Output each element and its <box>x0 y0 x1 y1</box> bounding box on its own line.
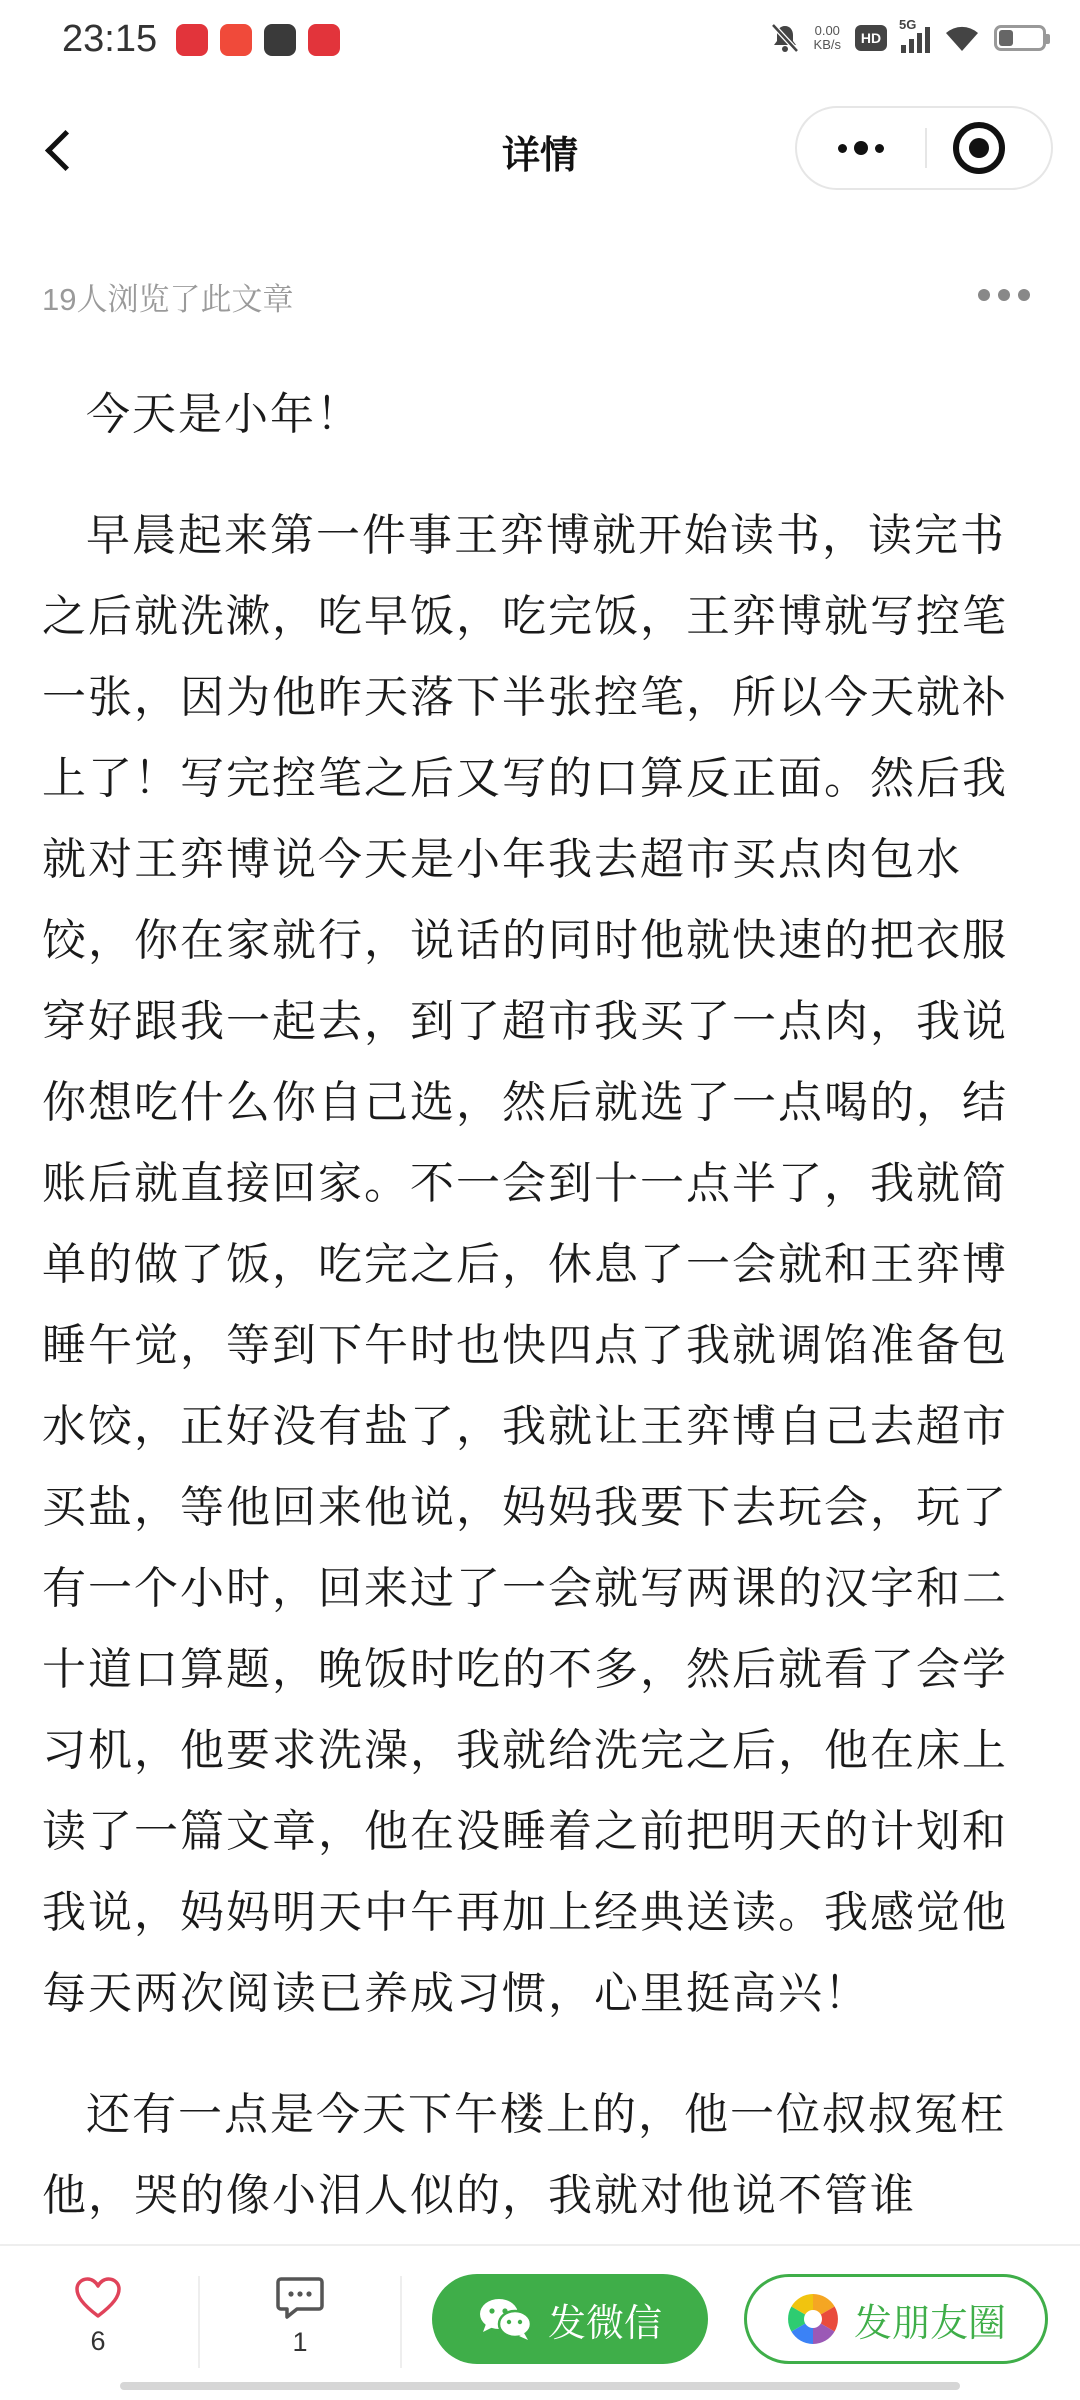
app-notification-icon <box>176 24 208 56</box>
moments-aperture-icon <box>786 2292 840 2346</box>
article-paragraph: 还有一点是今天下午楼上的，他一位叔叔冤枉他，哭的像小泪人似的，我就对他说不管谁 <box>42 2090 1006 2220</box>
battery-icon <box>994 25 1046 51</box>
page-title: 详情 <box>501 135 578 177</box>
notification-icons <box>176 24 340 56</box>
ellipsis-icon <box>978 289 990 301</box>
net-speed-value: 0.00 <box>814 23 840 38</box>
share-wechat-label: 发微信 <box>547 2302 662 2345</box>
net-speed-unit: KB/s <box>813 37 841 52</box>
mail-app-icon <box>264 24 296 56</box>
mute-bell-icon <box>770 22 800 54</box>
capsule-divider <box>925 128 927 168</box>
share-moments-button[interactable] <box>744 2274 1048 2364</box>
status-bar <box>0 0 1080 84</box>
net-speed <box>814 24 841 52</box>
comment-button[interactable] <box>202 2246 398 2386</box>
nav-bar <box>0 100 1080 196</box>
signal-icon <box>899 17 930 53</box>
comment-count: 1 <box>292 2326 308 2357</box>
close-mini-program-button[interactable] <box>953 122 1005 174</box>
more-dots-icon <box>838 144 847 153</box>
pinduoduo-icon <box>308 24 340 56</box>
share-moments-label: 发朋友圈 <box>853 2302 1006 2345</box>
hd-icon: HD <box>855 25 887 51</box>
taobao-icon <box>220 24 252 56</box>
bar-divider <box>198 2276 200 2368</box>
bar-divider <box>400 2276 402 2368</box>
article-body <box>42 374 1040 2244</box>
more-menu-button[interactable] <box>797 108 925 188</box>
article-more-button[interactable] <box>978 280 1030 310</box>
article-paragraph: 今天是小年！ <box>86 390 362 439</box>
network-type: 5G <box>899 17 917 32</box>
heart-icon <box>74 2276 122 2320</box>
like-count: 6 <box>90 2325 106 2356</box>
home-indicator <box>120 2382 960 2390</box>
bottom-action-bar <box>0 2244 1080 2400</box>
comment-icon <box>275 2275 325 2321</box>
wechat-icon <box>478 2296 534 2342</box>
wifi-icon <box>944 23 980 53</box>
like-button[interactable] <box>0 2246 196 2386</box>
system-icons <box>770 17 1046 54</box>
view-count: 19人浏览了此文章 <box>42 282 294 317</box>
status-time: 23:15 <box>62 18 158 60</box>
article-paragraph: 早晨起来第一件事王弈博就开始读书，读完书之后就洗漱，吃早饭，吃完饭，王弈博就写控笔一张，因为他昨天落下半张控笔，所以今天就补上了！写完控笔之后又写的口算反正面。然后我就对王弈博说今天是小年我去超市买点肉包水饺，你在家就行，说话的同时他就快速的把衣服穿好跟我一起去，到了超市我买了一点肉，我说你想吃什么你自己选，然后就选了一点喝的，结账后就直接回家。不一会到十一点半了，我就简单的做了饭，吃完之后，休息了一会就和王弈博睡午觉，等到下午时也快四点了我就调馅准备包水饺，正好没有盐了，我就让王弈博自己去超市买盐，等他回来他说，妈妈我要下去玩会，玩了有一个小时，回来过了一会就写两课的汉字和二十道口算题，晚饭时吃的不多，然后就看了会学习机，他要求洗澡，我就给洗完之后，他在床上读了一篇文章，他在没睡着之前把明天的计划和我说，妈妈明天中午再加上经典送读。我感觉他每天两次阅读已养成习惯，心里挺高兴！ <box>42 511 1008 2018</box>
share-wechat-button[interactable] <box>432 2274 708 2364</box>
mini-program-capsule <box>795 106 1053 190</box>
